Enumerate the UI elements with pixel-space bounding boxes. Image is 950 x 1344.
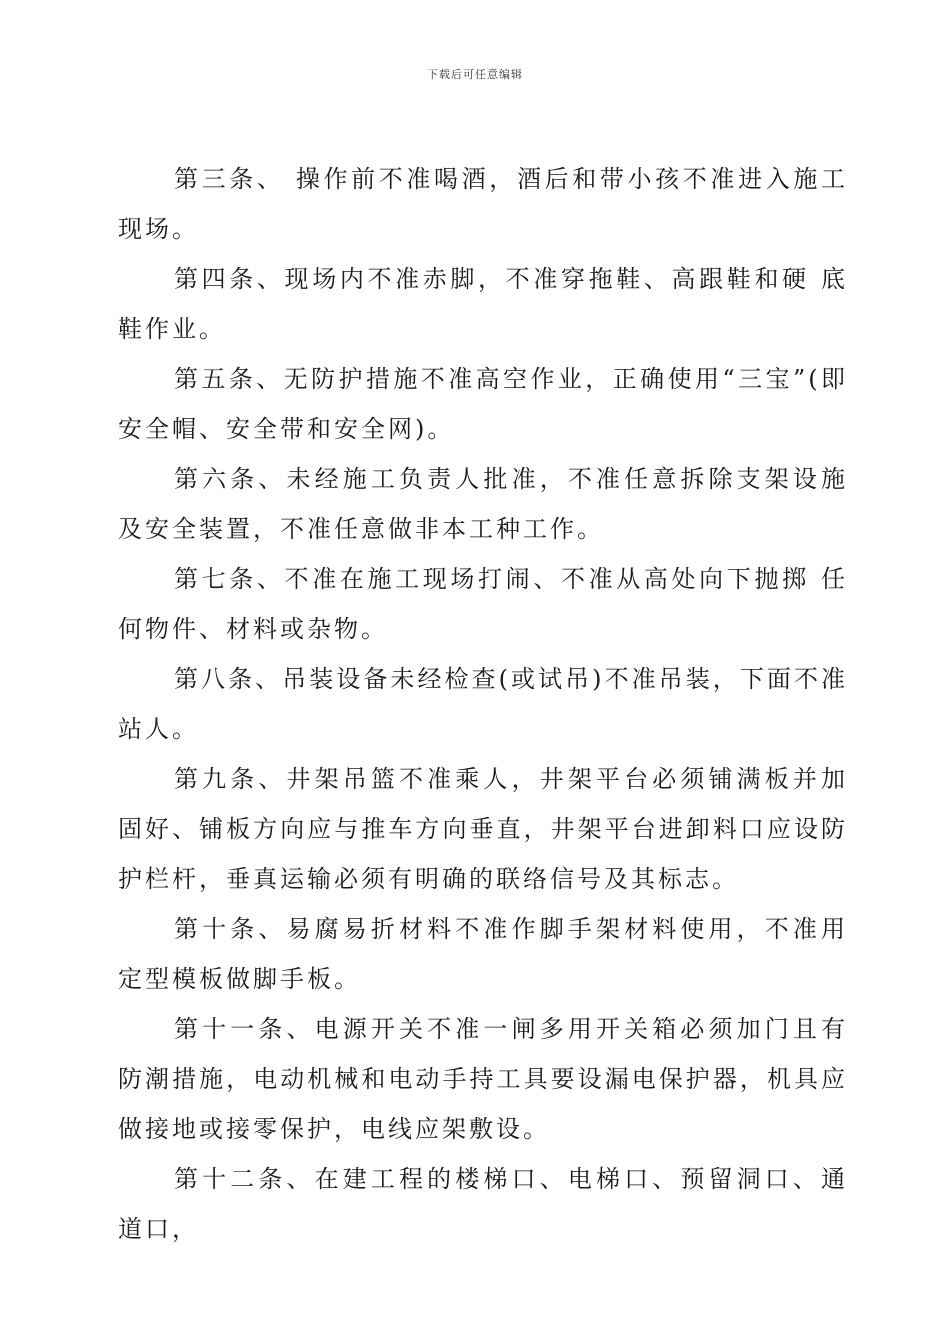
clause-4: 第四条、现场内不准赤脚，不准穿拖鞋、高跟鞋和硬 底鞋作业。 <box>118 265 848 343</box>
page-header-note: 下载后可任意编辑 <box>427 68 523 81</box>
clause-9: 第九条、井架吊篮不准乘人，井架平台必须铺满板并加固好、铺板方向应与推车方向垂直，井架平台进卸料口应设防护栏杆，垂真运输必须有明确的联络信号及其标志。 <box>118 765 848 893</box>
clause-3: 第三条、 操作前不准喝酒，酒后和带小孩不准进入施工现场。 <box>118 165 848 243</box>
clause-8: 第八条、吊装设备未经检查(或试吊)不准吊装，下面不准站人。 <box>118 665 848 743</box>
clause-5: 第五条、无防护措施不准高空作业，正确使用“三宝”(即安全帽、安全带和安全网)。 <box>118 365 848 443</box>
document-body <box>118 154 848 1254</box>
clause-6: 第六条、未经施工负责人批准，不准任意拆除支架设施及安全装置，不准任意做非本工种工作。 <box>118 465 848 543</box>
clause-7: 第七条、不准在施工现场打闹、不准从高处向下抛掷 任何物件、材料或杂物。 <box>118 565 848 643</box>
clause-10: 第十条、易腐易折材料不准作脚手架材料使用，不准用定型模板做脚手板。 <box>118 915 848 993</box>
clause-12: 第十二条、在建工程的楼梯口、电梯口、预留洞口、通道口， <box>118 1165 848 1243</box>
clause-11: 第十一条、电源开关不准一闸多用开关箱必须加门且有防潮措施，电动机械和电动手持工具要设漏电保护器，机具应做接地或接零保护，电线应架敷设。 <box>118 1015 848 1143</box>
